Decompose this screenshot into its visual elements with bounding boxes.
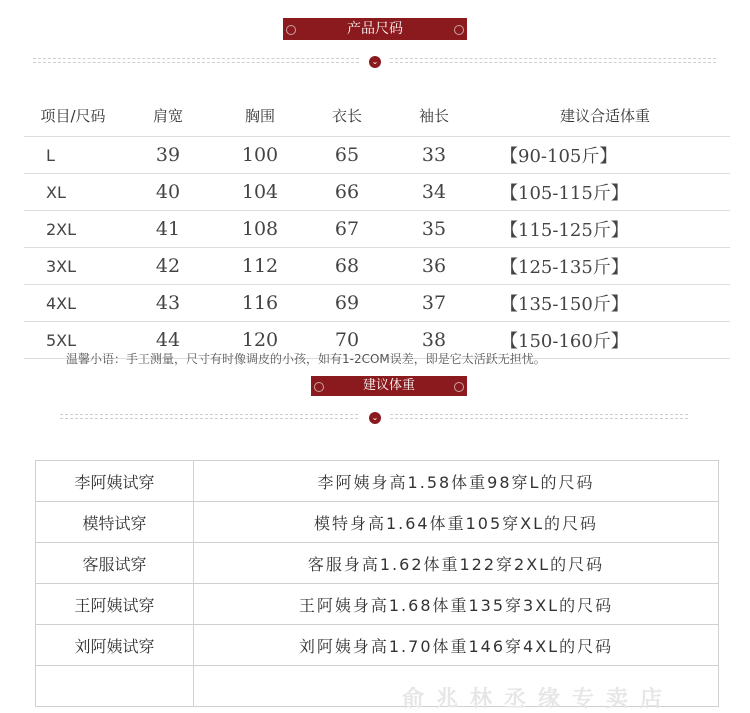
divider-right	[390, 58, 716, 63]
size-cell: 4XL	[24, 285, 122, 322]
fit-name-cell: 刘阿姨试穿	[36, 625, 194, 666]
size-table-header	[24, 94, 730, 137]
size-cell: L	[24, 137, 122, 174]
sleeve-cell: 35	[388, 211, 480, 248]
chevron-down-icon: ⌄	[369, 412, 381, 424]
fit-desc-cell: 模特身高1.64体重105穿XL的尺码	[194, 502, 719, 543]
length-cell: 66	[306, 174, 388, 211]
size-note: 温馨小语：手工测量，尺寸有时像调皮的小孩，如有1-2COM误差，即是它太活跃无担忧。	[66, 352, 546, 366]
weight-cell: 【105-115斤】	[480, 174, 730, 211]
table-row	[24, 211, 730, 248]
chest-cell: 108	[214, 211, 306, 248]
chest-cell: 100	[214, 137, 306, 174]
fit-section-banner	[311, 376, 467, 396]
size-section-title: 产品尺码	[347, 21, 403, 37]
shoulder-cell: 41	[122, 211, 214, 248]
header-length: 衣长	[306, 94, 388, 137]
shop-watermark: 俞兆林丞缘专卖店	[402, 687, 675, 712]
header-weight: 建议合适体重	[480, 94, 730, 137]
length-cell: 69	[306, 285, 388, 322]
weight-cell: 【125-135斤】	[480, 248, 730, 285]
table-row	[24, 174, 730, 211]
shoulder-cell: 44	[122, 322, 214, 359]
divider-left	[60, 414, 358, 419]
fit-desc-cell: 王阿姨身高1.68体重135穿3XL的尺码	[194, 584, 719, 625]
table-row	[24, 285, 730, 322]
header-shoulder: 肩宽	[122, 94, 214, 137]
fit-name-cell	[36, 666, 194, 707]
sleeve-cell: 38	[388, 322, 480, 359]
divider-left	[33, 58, 359, 63]
fit-table	[35, 460, 719, 707]
size-cell: 3XL	[24, 248, 122, 285]
length-cell: 68	[306, 248, 388, 285]
table-row	[36, 584, 719, 625]
sleeve-cell: 36	[388, 248, 480, 285]
sleeve-cell: 37	[388, 285, 480, 322]
length-cell: 65	[306, 137, 388, 174]
table-row	[24, 137, 730, 174]
fit-section-title: 建议体重	[362, 378, 415, 393]
fit-name-cell: 模特试穿	[36, 502, 194, 543]
chest-cell: 112	[214, 248, 306, 285]
weight-cell: 【150-160斤】	[480, 322, 730, 359]
table-row	[24, 248, 730, 285]
fit-desc-cell: 刘阿姨身高1.70体重146穿4XL的尺码	[194, 625, 719, 666]
table-row	[36, 461, 719, 502]
size-cell: 2XL	[24, 211, 122, 248]
shoulder-cell: 42	[122, 248, 214, 285]
header-chest: 胸围	[214, 94, 306, 137]
chest-cell: 120	[214, 322, 306, 359]
fit-name-cell: 李阿姨试穿	[36, 461, 194, 502]
size-section-banner	[283, 18, 467, 40]
chevron-down-icon: ⌄	[369, 56, 381, 68]
size-table	[24, 94, 730, 359]
table-row	[36, 502, 719, 543]
fit-desc-cell: 李阿姨身高1.58体重98穿L的尺码	[194, 461, 719, 502]
size-cell: 5XL	[24, 322, 122, 359]
shoulder-cell: 43	[122, 285, 214, 322]
weight-cell: 【135-150斤】	[480, 285, 730, 322]
fit-name-cell: 客服试穿	[36, 543, 194, 584]
chest-cell: 104	[214, 174, 306, 211]
weight-cell: 【115-125斤】	[480, 211, 730, 248]
sleeve-cell: 33	[388, 137, 480, 174]
table-row	[36, 625, 719, 666]
sleeve-cell: 34	[388, 174, 480, 211]
table-row	[36, 543, 719, 584]
shoulder-cell: 39	[122, 137, 214, 174]
weight-cell: 【90-105斤】	[480, 137, 730, 174]
divider-right	[390, 414, 688, 419]
length-cell: 70	[306, 322, 388, 359]
header-item: 项目/尺码	[24, 94, 122, 137]
size-cell: XL	[24, 174, 122, 211]
shoulder-cell: 40	[122, 174, 214, 211]
length-cell: 67	[306, 211, 388, 248]
header-sleeve: 袖长	[388, 94, 480, 137]
fit-name-cell: 王阿姨试穿	[36, 584, 194, 625]
fit-desc-cell: 客服身高1.62体重122穿2XL的尺码	[194, 543, 719, 584]
chest-cell: 116	[214, 285, 306, 322]
